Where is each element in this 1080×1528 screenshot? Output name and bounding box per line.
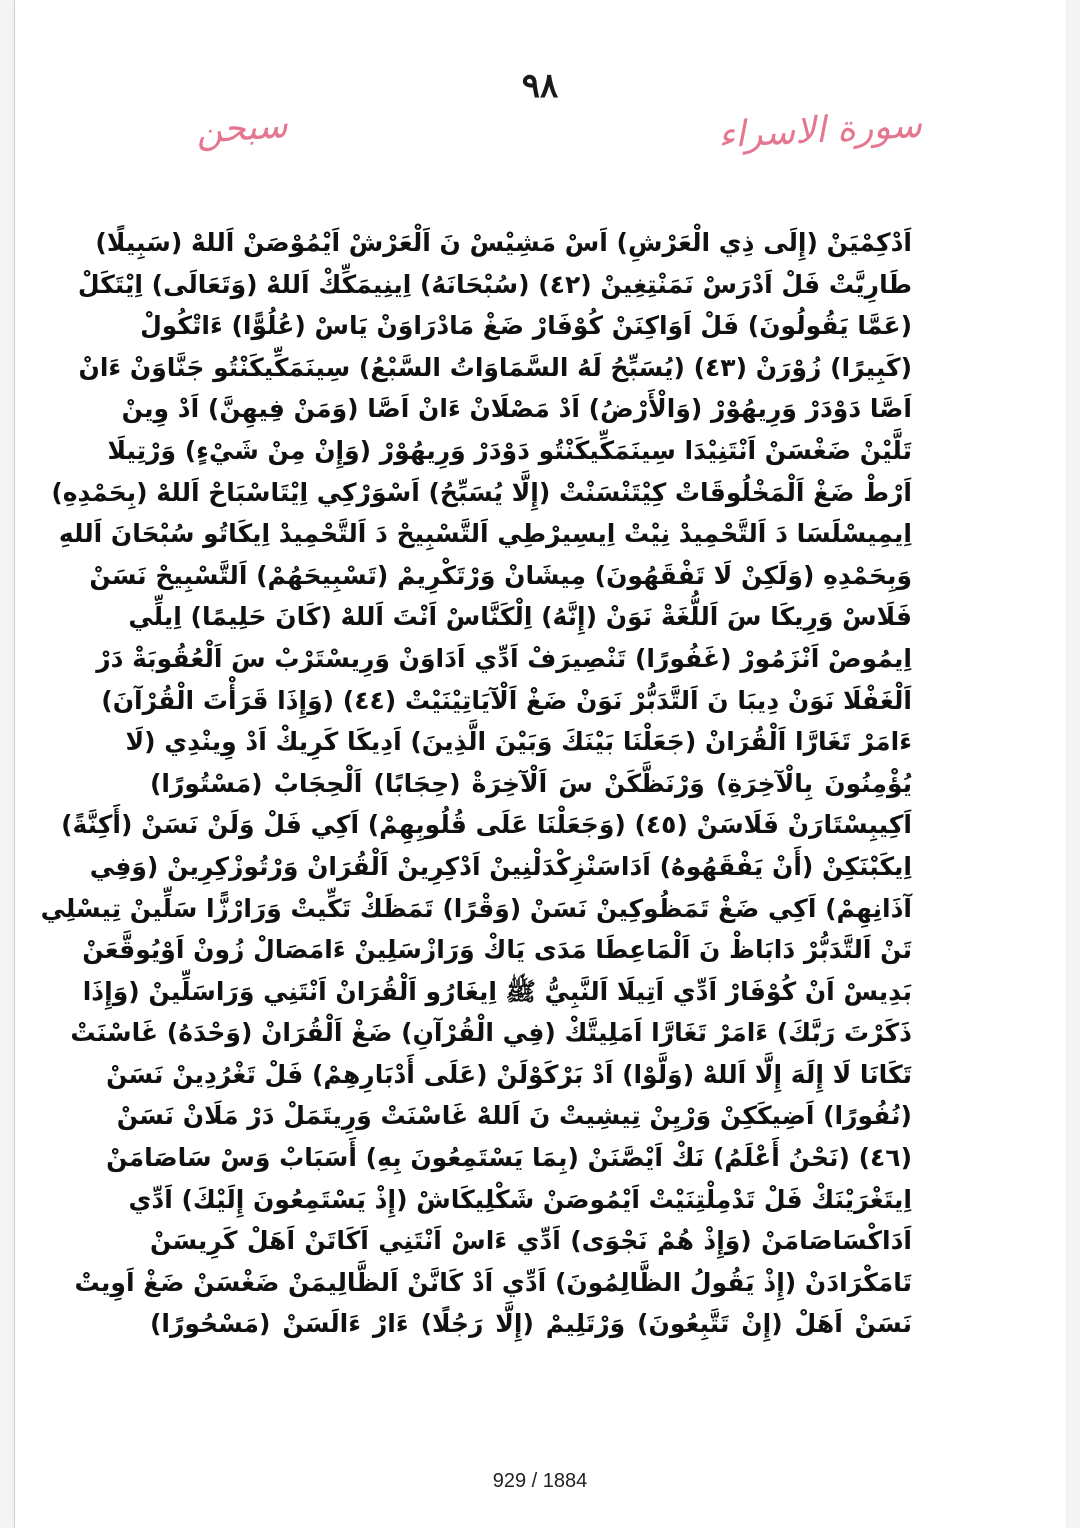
- text-line: (نُفُورًا) اَضِيكَكِنْ وَرْيِنْ تِيشِيتْ نَ اَللهْ غَاسْنَتْ وَرِيتَمَلْ دَرْ مَلَانْ نَسَنْ: [116, 1101, 912, 1131]
- text-line: تَامَكْرَادَنْ (إِذْ يَقُولُ الظَّالِمُونَ) اَدِّي اَدْ كَانَّنْ اَلظَّالِيمَنْ ضَغْسَنْ ضَغْ اَوِيتْ: [74, 1267, 912, 1297]
- page-number: ٩٨: [521, 66, 559, 106]
- handwritten-note-left: سبحن: [194, 104, 289, 153]
- text-line: (كَبِيرًا) زُوْرَنْ (٤٣) (يُسَبِّحُ لَهُ السَّمَاوَاتُ السَّبْعُ) سِينَمَكِّيكَنْتُو جَنَّاوَنْ ءَانْ: [78, 352, 912, 382]
- text-line: نَسَنْ اَهَلْ (إِنْ تَتَّبِعُونَ) وَرْتَلِيمْ (إِلَّا رَجُلًا) ءَارْ ءَالَسَنْ (مَسْحُورًا): [150, 1309, 912, 1339]
- text-line: اِيمُوصْ اَنْزَمُورْ (غَفُورًا) تَنْصِيرَفْ اَدِّي اَدَاوَنْ وَرِيسْتَرْبْ سَ اَلْعُقُوبَةْ دَرْ: [96, 643, 912, 673]
- text-line: اَرْطْ ضَغْ اَلْمَخْلُوقَاتْ كِيْتَنْسَنْتْ (إِلَّا يُسَبِّحُ) اَسْوَرْكِي اِيْتَاسْبَاحْ اَللهْ (بِحَمْدِهِ): [51, 477, 912, 507]
- text-line: اَكِيبِسْتَارَنْ فَلَاسَنْ (٤٥) (وَجَعَلْنَا عَلَى قُلُوبِهِمْ) اَكِي فَلْ وَلَنْ نَسَنْ (أَكِنَّةً): [61, 810, 912, 840]
- text-line: ذَكَرْتَ رَبَّكَ) ءَامَرْ تَغَارَّا اَمَلِيتَّكْ (فِي الْقُرْآنِ) ضَغْ اَلْقُرَانْ (وَحْدَهُ) غَاسْنَتْ: [70, 1018, 912, 1048]
- text-line: اَدْكِمْيَنْ (إِلَى ذِي الْعَرْشِ) اَسْ مَشِيْسْ نَ اَلْعَرْشْ اَيْمُوْصَنْ اَللهْ (سَبِيلًا): [95, 228, 912, 257]
- text-line: تَنْ اَلتَّدَبُّرْ دَابَاظْ نَ اَلْمَاعِطَا مَدَى يَاكْ وَرَازْسَلِينْ ءَامَصَالْ زُونْ اَوْيُوقَّعَنْ: [82, 935, 912, 965]
- text-line: تَكَانَا لَا إِلَهَ إِلَّا اَللهْ (وَلَّوْا) اَدْ بَرْكَوْلَنْ (عَلَى أَدْبَارِهِمْ) فَلْ تَغْرُدِينْ نَسَنْ: [106, 1059, 912, 1089]
- page-edge: [14, 0, 15, 1528]
- handwritten-note-right: سورة الاسراء: [717, 104, 923, 157]
- text-line: اِيمِيسْلَسَا دَ اَلتَّحْمِيدْ نِيْتْ اِيسِيرْطِي اَلتَّسْبِيحْ دَ اَلتَّحْمِيدْ اِيكَاتُو سُبْحَانَ اَللهِ: [58, 519, 912, 549]
- text-line: طَارِيَّتْ فَلْ اَدْرَسْ نَمَنْتِغِينْ (٤٢) (سُبْحَانَهُ) اِينِيمَكِّكْ اَللهْ (وَتَعَالَى) اِيْتَكَلْ: [77, 269, 912, 299]
- text-line: اَلْغَفْلَا نَوَنْ دِيبَا نَ اَلتَّدَبُّرْ نَوَنْ ضَغْ اَلْآيَاتِيْنَيْتْ (٤٤) (وَإِذَا قَرَأْتَ الْقُرْآنَ): [101, 685, 912, 715]
- text-line: اَصَّا دَوْدَرْ وَرِيهُوْرْ (وَالْأَرْضُ) اَدْ مَصْلَانْ ءَانْ اَصَّا (وَمَنْ فِيهِنَّ) اَدْ وِينْ: [121, 394, 912, 424]
- text-line: وَبِحَمْدِهِ (وَلَكِنْ لَا تَفْقَهُونَ) مِيشَانْ وَرْتَكْرِيمْ (تَسْبِيحَهُمْ) اَلتَّسْبِيحْ نَسَنْ: [89, 560, 912, 590]
- text-line: تَلَّيْنْ ضَغْسَنْ اَنْتَنِيْدَا سِينَمَكِّيكَنْتُو دَوْدَرْ وَرِيهُوْرْ (وَإِنْ مِنْ شَيْءٍ) وَرْتِيلَا: [107, 435, 912, 465]
- text-line: اِيكَبْنَكِنْ (أَنْ يَفْقَهُوهُ) اَدَاسَنْزِكْدَلْنِينْ اَدْكِرِينْ اَلْقُرَانْ وَرْتُوزْكِرِينْ (وَفِي: [89, 851, 912, 881]
- text-line: (٤٦) (نَحْنُ أَعْلَمُ) نَكْ اَيْصَّنَنْ (بِمَا يَسْتَمِعُونَ بِهِ) أَسَبَابْ وَسْ سَاصَامَنْ: [106, 1143, 912, 1173]
- text-line: يُؤْمِنُونَ بِالْآخِرَةِ) وَرْنَظَّكَنْ سَ اَلْآخِرَةْ (حِجَابًا) اَلْحِجَابْ (مَسْتُورًا): [150, 768, 912, 798]
- text-line: (عَمَّا يَقُولُونَ) فَلْ اَوَاكِنَنْ كُوْفَارْ ضَغْ مَادْرَاوَنْ يَاسْ (عُلُوًّا) ءَاتْكُولْ: [140, 311, 912, 341]
- text-line: اَدَاكْسَاصَامَنْ (وَإِذْ هُمْ نَجْوَى) اَدِّي ءَاسْ اَنْتَنِي اَكَاتَنْ اَهَلْ كَرِيسَنْ: [150, 1226, 912, 1256]
- text-line: آذَانِهِمْ) اَكِي ضَغْ تَمَظُوكِينْ نَسَنْ (وَقْرًا) تَمَظَكْ تَكِّيتْ وَرَارْزًّا سَلِّينْ تِيسْلِي: [40, 893, 912, 923]
- text-line: بَدِيسْ اَنْ كُوْفَارْ اَدِّي اَتِيلَا اَلنَّبِيُّ ﷺ اِيغَارُو اَلْقُرَانْ اَنْتَنِي وَرَاسَلِّينْ (وَإِذَا: [82, 976, 912, 1006]
- text-line: اِيتَغْرَيْنَكْ فَلْ تَدْمِلْتِنَيْتْ اَيْمُوصَنْ شَكْلِيكَاشْ (إِذْ يَسْتَمِعُونَ إِلَيْكَ) اَدِّي: [128, 1184, 912, 1214]
- text-line: فَلَاسْ وَرِيكَا سَ اَللُّغَةْ نَوَنْ (إِنَّهُ) اِلْكَنَّاسْ اَنْتَ اَللهْ (كَانَ حَلِيمًا) اِيلِّي: [128, 602, 912, 632]
- page-counter: 929 / 1884: [492, 1470, 588, 1492]
- main-text-block: [40, 222, 912, 1402]
- text-line: ءَامَرْ تَغَارَّا اَلْقُرَانْ (جَعَلْنَا بَيْنَكَ وَبَيْنَ الَّذِينَ) اَدِيكَا كَرِيكْ اَدْ وِينْدِي (لَا: [125, 727, 912, 757]
